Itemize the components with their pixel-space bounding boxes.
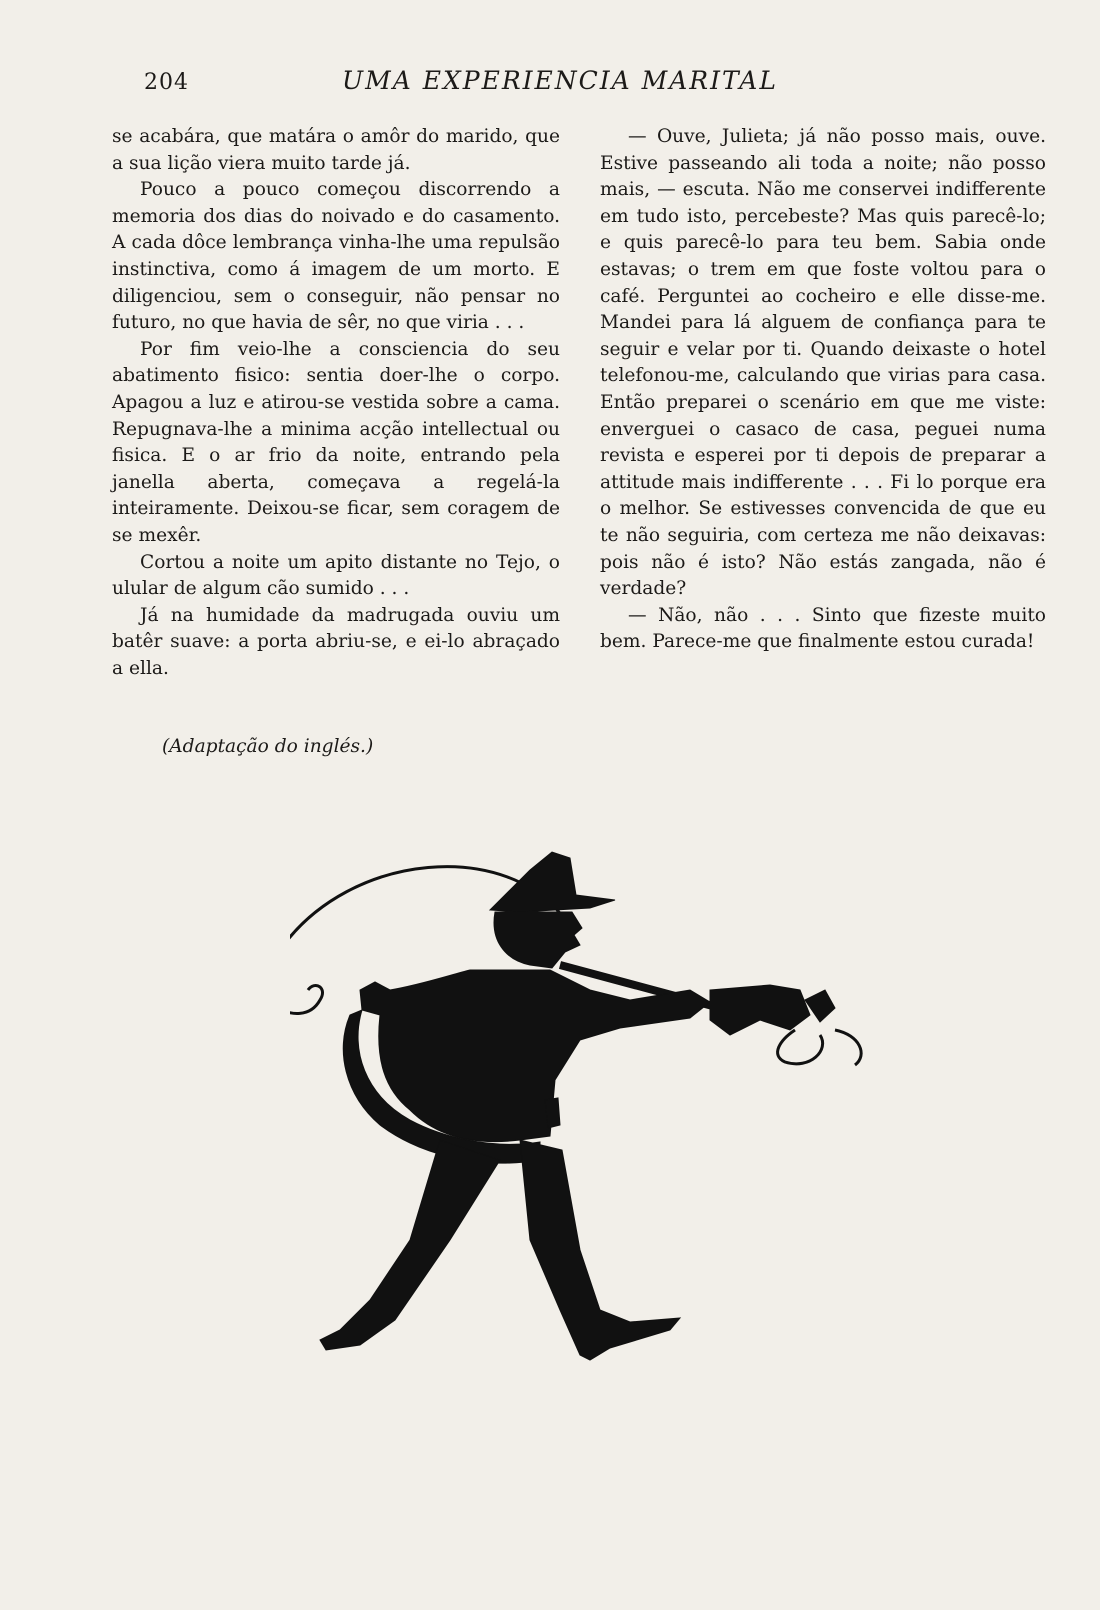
paragraph: — Ouve, Julieta; já não posso mais, ouve. Estive passeando ali toda a noite; não posso mais, — escuta. Não me conservei indifferente em tudo isto, percebeste? Mas quis parecê-lo; e quis parecê-lo para teu bem. Sabia onde estavas; o trem em que foste voltou para o café. Perguntei ao cocheiro e elle disse-me. Mandei para lá alguem de confiança para te seguir e velar por ti. Quando deixaste o hotel telefonou-me, calculando que virias para casa. Então preparei o scenário em que me viste: enverguei o casaco de casa, peguei numa revista e esperei por ti depois de preparar a attitude mais indifferente . . . Fi lo porque era o melhor. Se estivesses convencida de que eu te não seguiria, com certeza me não deixavas: pois não é isto? Não estás zangada, não é verdade? bbox=[600, 126, 1046, 600]
page-header bbox=[140, 64, 980, 104]
paragraph: Pouco a pouco começou discorrendo a memoria dos dias do noivado e do casamento. A cada dôce lembrança vinha-lhe uma repulsão instinctiva, como á imagem de um morto. E diligenciou, sem o conseguir, não pensar no futuro, no que havia de sêr, no que viria . . . bbox=[112, 179, 560, 334]
paragraph: Por fim veio-lhe a consciencia do seu abatimento fisico: sentia doer-lhe o corpo. Apagou a luz e atirou-se vestida sobre a cama. Repugnava-lhe a minima acção intellectual ou fisica. E o ar frio da noite, entrando pela janella aberta, começava a regelá-la inteiramente. Deixou-se ficar, sem coragem de se mexêr. bbox=[112, 338, 560, 546]
left-column bbox=[112, 124, 560, 682]
page-number: 204 bbox=[144, 70, 189, 95]
right-column bbox=[600, 124, 1046, 656]
paragraph: — Não, não . . . Sinto que fizeste muito bem. Parece-me que finalmente estou curada! bbox=[600, 604, 1046, 653]
attribution: (Adaptação do inglés.) bbox=[162, 736, 374, 757]
paragraph: se acabára, que matára o amôr do marido, que a sua lição viera muito tarde já. bbox=[112, 126, 560, 174]
silhouette-man-with-whip-icon bbox=[290, 840, 910, 1440]
paragraph: Já na humidade da madrugada ouviu um batêr suave: a porta abriu-se, e ei-lo abraçado a ella. bbox=[112, 604, 560, 679]
paragraph: Cortou a noite um apito distante no Tejo, o ulular de algum cão sumido . . . bbox=[112, 551, 560, 600]
running-title: UMA EXPERIENCIA MARITAL bbox=[342, 66, 778, 95]
